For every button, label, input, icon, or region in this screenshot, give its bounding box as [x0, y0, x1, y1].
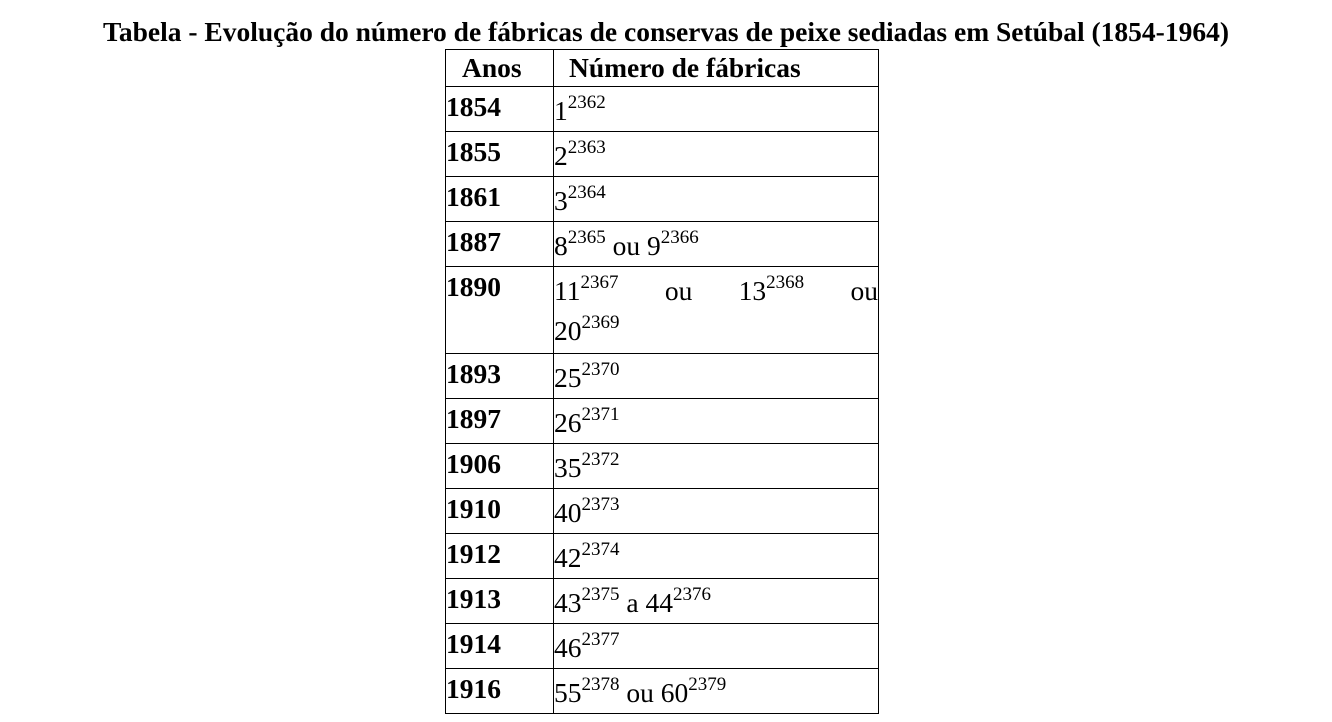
table-title: Tabela - Evolução do número de fábricas de conservas de peixe sediadas em Setúbal (1854-1964) [103, 16, 1229, 47]
count-value [554, 267, 618, 307]
count-line [554, 669, 878, 713]
count-number: 11 [554, 275, 581, 306]
year-cell: 1916 [446, 669, 554, 714]
factories-table [445, 49, 879, 714]
count-number: 40 [554, 497, 582, 528]
year-cell: 1893 [446, 354, 554, 399]
count-line [554, 87, 878, 131]
year-cell: 1897 [446, 399, 554, 444]
count-value [660, 674, 727, 708]
footnote-ref: 2379 [688, 674, 727, 696]
count-number: 13 [738, 275, 767, 306]
count-line [554, 579, 878, 623]
count-cell [554, 132, 879, 177]
column-header-year: Anos [446, 50, 554, 87]
count-line [554, 267, 878, 307]
footnote-ref: 2368 [766, 272, 805, 294]
count-separator: ou [626, 677, 654, 708]
table-row [446, 579, 879, 624]
year-cell: 1906 [446, 444, 554, 489]
count-line [554, 399, 878, 443]
year-cell: 1890 [446, 267, 554, 354]
count-value [739, 267, 805, 307]
table-row [446, 87, 879, 132]
footnote-ref: 2375 [581, 584, 620, 606]
count-separator: ou [850, 275, 878, 306]
table-body [446, 87, 879, 714]
count-value [554, 629, 620, 663]
count-line [554, 354, 878, 398]
count-value [647, 227, 699, 261]
count-number: 42 [554, 542, 582, 573]
table-row [446, 444, 879, 489]
footnote-ref: 2369 [581, 312, 620, 334]
count-number: 20 [554, 315, 582, 346]
count-line [554, 132, 878, 176]
count-line [554, 489, 878, 533]
year-cell: 1912 [446, 534, 554, 579]
count-separator: ou [664, 275, 693, 306]
footnote-ref: 2363 [567, 137, 606, 159]
count-number: 43 [554, 587, 582, 618]
table-header-row [446, 50, 879, 87]
footnote-ref: 2376 [672, 584, 711, 606]
footnote-ref: 2371 [581, 404, 620, 426]
count-cell [554, 222, 879, 267]
count-line [554, 307, 878, 351]
count-number: 46 [554, 632, 582, 663]
table-row [446, 624, 879, 669]
footnote-ref: 2362 [567, 92, 606, 114]
count-value [554, 359, 620, 393]
count-value [554, 92, 606, 126]
footnote-ref: 2365 [567, 227, 606, 249]
count-cell [554, 177, 879, 222]
footnote-ref: 2370 [581, 359, 620, 381]
table-row [446, 177, 879, 222]
table-row [446, 132, 879, 177]
count-number: 8 [554, 230, 568, 261]
table-row [446, 399, 879, 444]
count-number: 25 [554, 362, 582, 393]
count-value [554, 674, 620, 708]
year-cell: 1910 [446, 489, 554, 534]
count-value [554, 539, 620, 573]
count-cell [554, 444, 879, 489]
count-cell [554, 489, 879, 534]
count-cell [554, 624, 879, 669]
year-cell: 1854 [446, 87, 554, 132]
count-number: 55 [554, 677, 582, 708]
table-row [446, 354, 879, 399]
table-row [446, 222, 879, 267]
footnote-ref: 2364 [567, 182, 606, 204]
count-value [554, 584, 620, 618]
table-row [446, 489, 879, 534]
footnote-ref: 2372 [581, 449, 620, 471]
count-line [554, 534, 878, 578]
count-cell [554, 354, 879, 399]
count-number: 2 [554, 140, 568, 171]
count-separator: a [626, 587, 639, 618]
count-value [645, 584, 711, 618]
count-number: 35 [554, 452, 582, 483]
count-value [554, 449, 620, 483]
count-line [554, 222, 878, 266]
count-number: 9 [647, 230, 661, 261]
count-value [554, 494, 620, 528]
footnote-ref: 2374 [581, 539, 620, 561]
year-cell: 1914 [446, 624, 554, 669]
table-row [446, 267, 879, 354]
count-value [554, 182, 606, 216]
count-line [554, 624, 878, 668]
table-row [446, 534, 879, 579]
count-value [554, 404, 620, 438]
count-line [554, 444, 878, 488]
count-cell [554, 669, 879, 714]
count-cell [554, 579, 879, 624]
count-value [554, 227, 606, 261]
count-value [554, 137, 606, 171]
count-number: 3 [554, 185, 568, 216]
year-cell: 1861 [446, 177, 554, 222]
count-cell [554, 399, 879, 444]
year-cell: 1913 [446, 579, 554, 624]
count-number: 1 [554, 95, 568, 126]
footnote-ref: 2378 [581, 674, 620, 696]
footnote-ref: 2366 [660, 227, 699, 249]
table-row [446, 669, 879, 714]
count-number: 44 [645, 587, 673, 618]
count-line [554, 177, 878, 221]
year-cell: 1855 [446, 132, 554, 177]
count-value [554, 312, 620, 346]
count-separator: ou [612, 230, 641, 261]
footnote-ref: 2367 [580, 272, 619, 294]
year-cell: 1887 [446, 222, 554, 267]
footnote-ref: 2373 [581, 494, 620, 516]
count-number: 26 [554, 407, 582, 438]
column-header-count: Número de fábricas [554, 50, 879, 87]
count-cell [554, 87, 879, 132]
footnote-ref: 2377 [581, 629, 620, 651]
count-number: 60 [660, 677, 689, 708]
count-cell [554, 267, 879, 354]
count-cell [554, 534, 879, 579]
